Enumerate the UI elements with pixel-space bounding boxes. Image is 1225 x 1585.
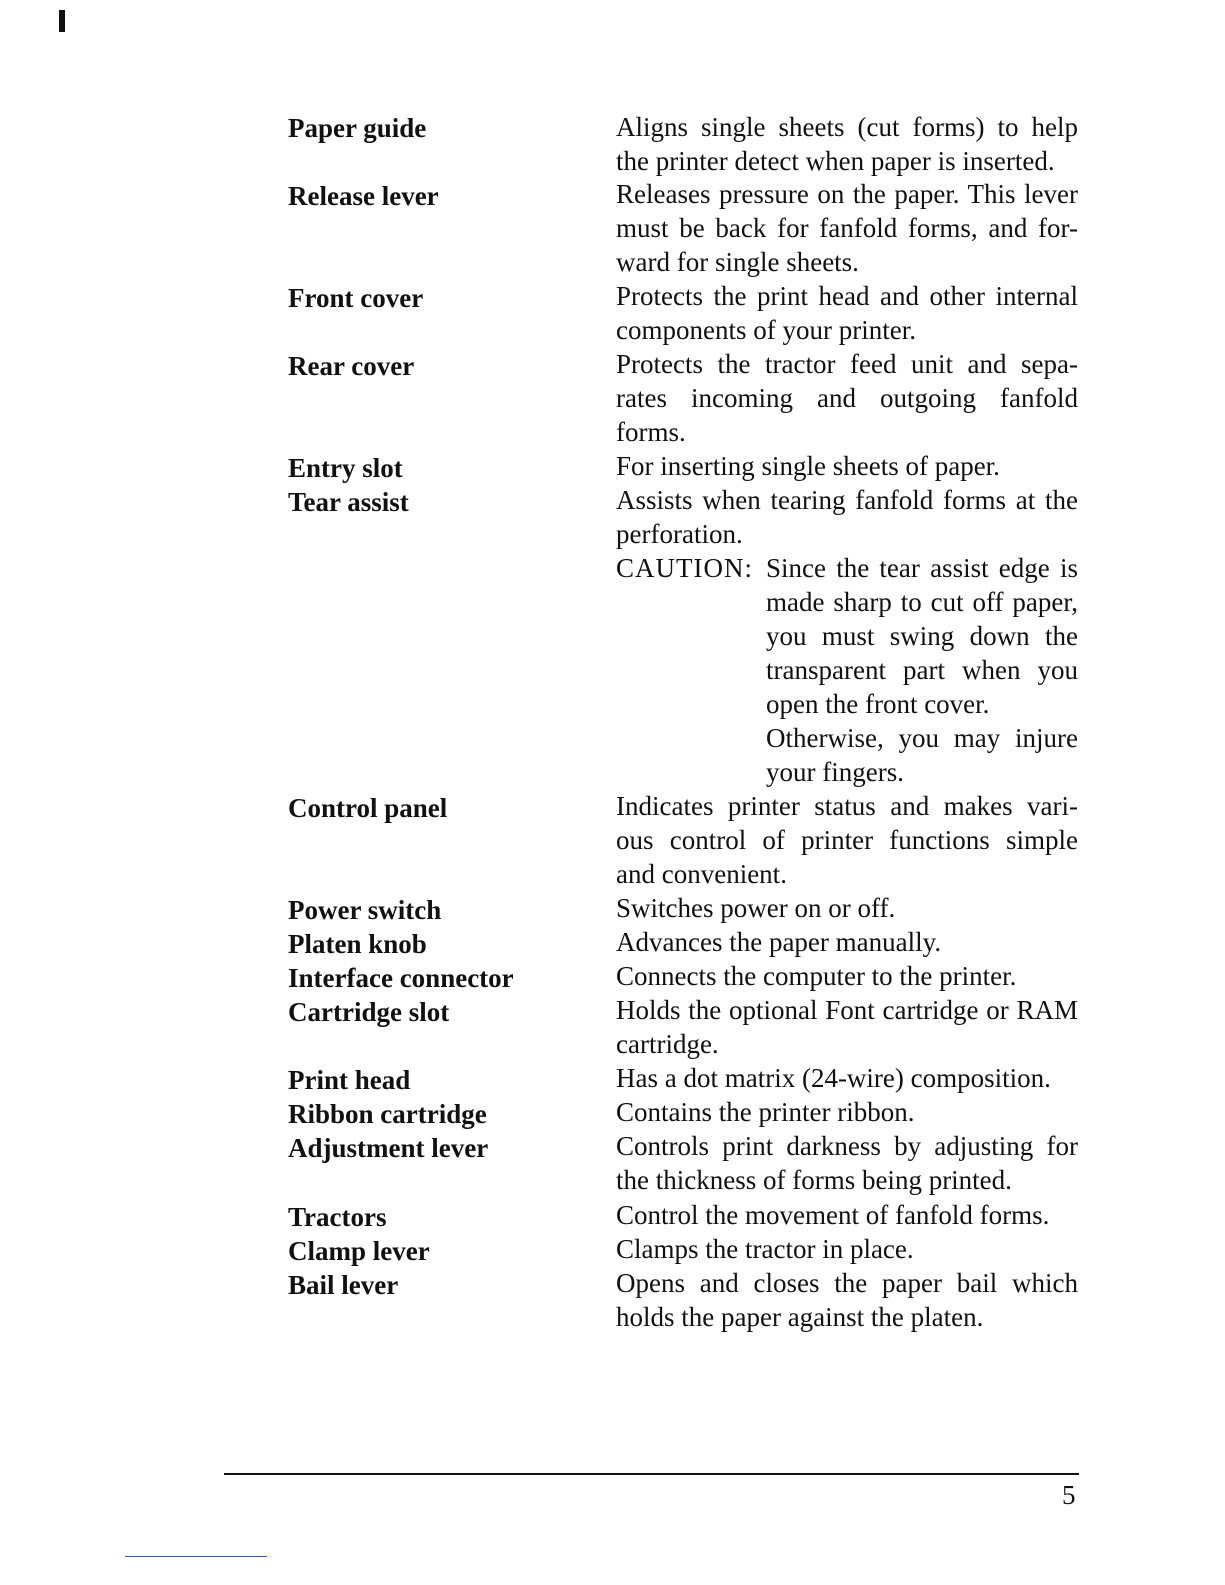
desc-paper-guide (616, 110, 1078, 178)
desc-line: Releases pressure on the paper. This lever (616, 179, 1078, 209)
desc-platen-knob (616, 925, 1078, 959)
caution-line: your fingers. (766, 757, 904, 787)
desc-line: cartridge. (616, 1029, 719, 1059)
term-tractors: Tractors (288, 1202, 387, 1232)
desc-line: components of your printer. (616, 315, 916, 345)
desc-line: Protects the tractor feed unit and sepa- (616, 349, 1078, 379)
desc-print-head (616, 1061, 1078, 1095)
term-ribbon-cartridge: Ribbon cartridge (288, 1099, 487, 1129)
desc-line: the printer detect when paper is inserted. (616, 146, 1055, 176)
term-entry-slot: Entry slot (288, 453, 403, 483)
desc-rear-cover (616, 347, 1078, 449)
desc-cartridge-slot (616, 993, 1078, 1061)
caution-label: CAUTION: (616, 553, 753, 583)
desc-line: perforation. (616, 519, 743, 549)
desc-line: Opens and closes the paper bail which (616, 1268, 1078, 1298)
desc-line: holds the paper against the platen. (616, 1302, 984, 1332)
desc-line: forms. (616, 417, 686, 447)
desc-front-cover (616, 279, 1078, 347)
desc-line: Contains the printer ribbon. (616, 1097, 915, 1127)
desc-control-panel (616, 789, 1078, 891)
desc-line: For inserting single sheets of paper. (616, 451, 1000, 481)
desc-interface-connector (616, 959, 1078, 993)
desc-line: Control the movement of fanfold forms. (616, 1200, 1050, 1230)
desc-line: Controls print darkness by adjusting for (616, 1131, 1078, 1161)
desc-release-lever (616, 177, 1078, 279)
desc-line: and convenient. (616, 859, 787, 889)
bottom-rule (125, 1556, 267, 1557)
desc-power-switch (616, 891, 1078, 925)
desc-adjustment-lever (616, 1129, 1078, 1197)
caution-line: Otherwise, you may injure (766, 723, 1078, 753)
desc-line: Connects the computer to the printer. (616, 961, 1017, 991)
caution-line: Since the tear assist edge is (766, 553, 1078, 583)
desc-line: Indicates printer status and makes vari- (616, 791, 1078, 821)
desc-line: Switches power on or off. (616, 893, 896, 923)
desc-line: the thickness of forms being printed. (616, 1165, 1012, 1195)
term-platen-knob: Platen knob (288, 929, 427, 959)
desc-tractors (616, 1198, 1078, 1232)
term-cartridge-slot: Cartridge slot (288, 997, 450, 1027)
term-tear-assist: Tear assist (288, 487, 409, 517)
desc-line: Has a dot matrix (24-wire) composition. (616, 1063, 1051, 1093)
desc-line: Assists when tearing fanfold forms at the (616, 485, 1078, 515)
margin-mark (59, 10, 65, 32)
caution-note (616, 551, 1078, 787)
desc-bail-lever (616, 1266, 1078, 1334)
desc-clamp-lever (616, 1232, 1078, 1266)
caution-body (766, 551, 1078, 789)
desc-line: ous control of printer functions simple (616, 825, 1078, 855)
term-interface-connector: Interface connector (288, 963, 514, 993)
term-clamp-lever: Clamp lever (288, 1236, 430, 1266)
desc-line: Holds the optional Font cartridge or RAM (616, 995, 1078, 1025)
term-release-lever: Release lever (288, 181, 439, 211)
desc-line: Advances the paper manually. (616, 927, 942, 957)
caution-line: open the front cover. (766, 689, 990, 719)
desc-line: Clamps the tractor in place. (616, 1234, 914, 1264)
caution-line: you must swing down the (766, 621, 1078, 651)
term-print-head: Print head (288, 1065, 411, 1095)
term-front-cover: Front cover (288, 283, 424, 313)
page-number: 5 (1062, 1480, 1076, 1510)
term-paper-guide: Paper guide (288, 113, 427, 143)
desc-line: Aligns single sheets (cut forms) to help (616, 112, 1078, 142)
desc-entry-slot (616, 449, 1078, 483)
desc-line: ward for single sheets. (616, 247, 859, 277)
term-rear-cover: Rear cover (288, 351, 415, 381)
footer-rule (224, 1473, 1079, 1475)
desc-line: rates incoming and outgoing fanfold (616, 383, 1078, 413)
caution-line: transparent part when you (766, 655, 1078, 685)
term-control-panel: Control panel (288, 793, 448, 823)
desc-tear-assist (616, 483, 1078, 551)
desc-ribbon-cartridge (616, 1095, 1078, 1129)
term-bail-lever: Bail lever (288, 1270, 399, 1300)
term-power-switch: Power switch (288, 895, 442, 925)
caution-line: made sharp to cut off paper, (766, 587, 1078, 617)
term-adjustment-lever: Adjustment lever (288, 1133, 489, 1163)
desc-line: Protects the print head and other internal (616, 281, 1078, 311)
desc-line: must be back for fanfold forms, and for- (616, 213, 1078, 243)
